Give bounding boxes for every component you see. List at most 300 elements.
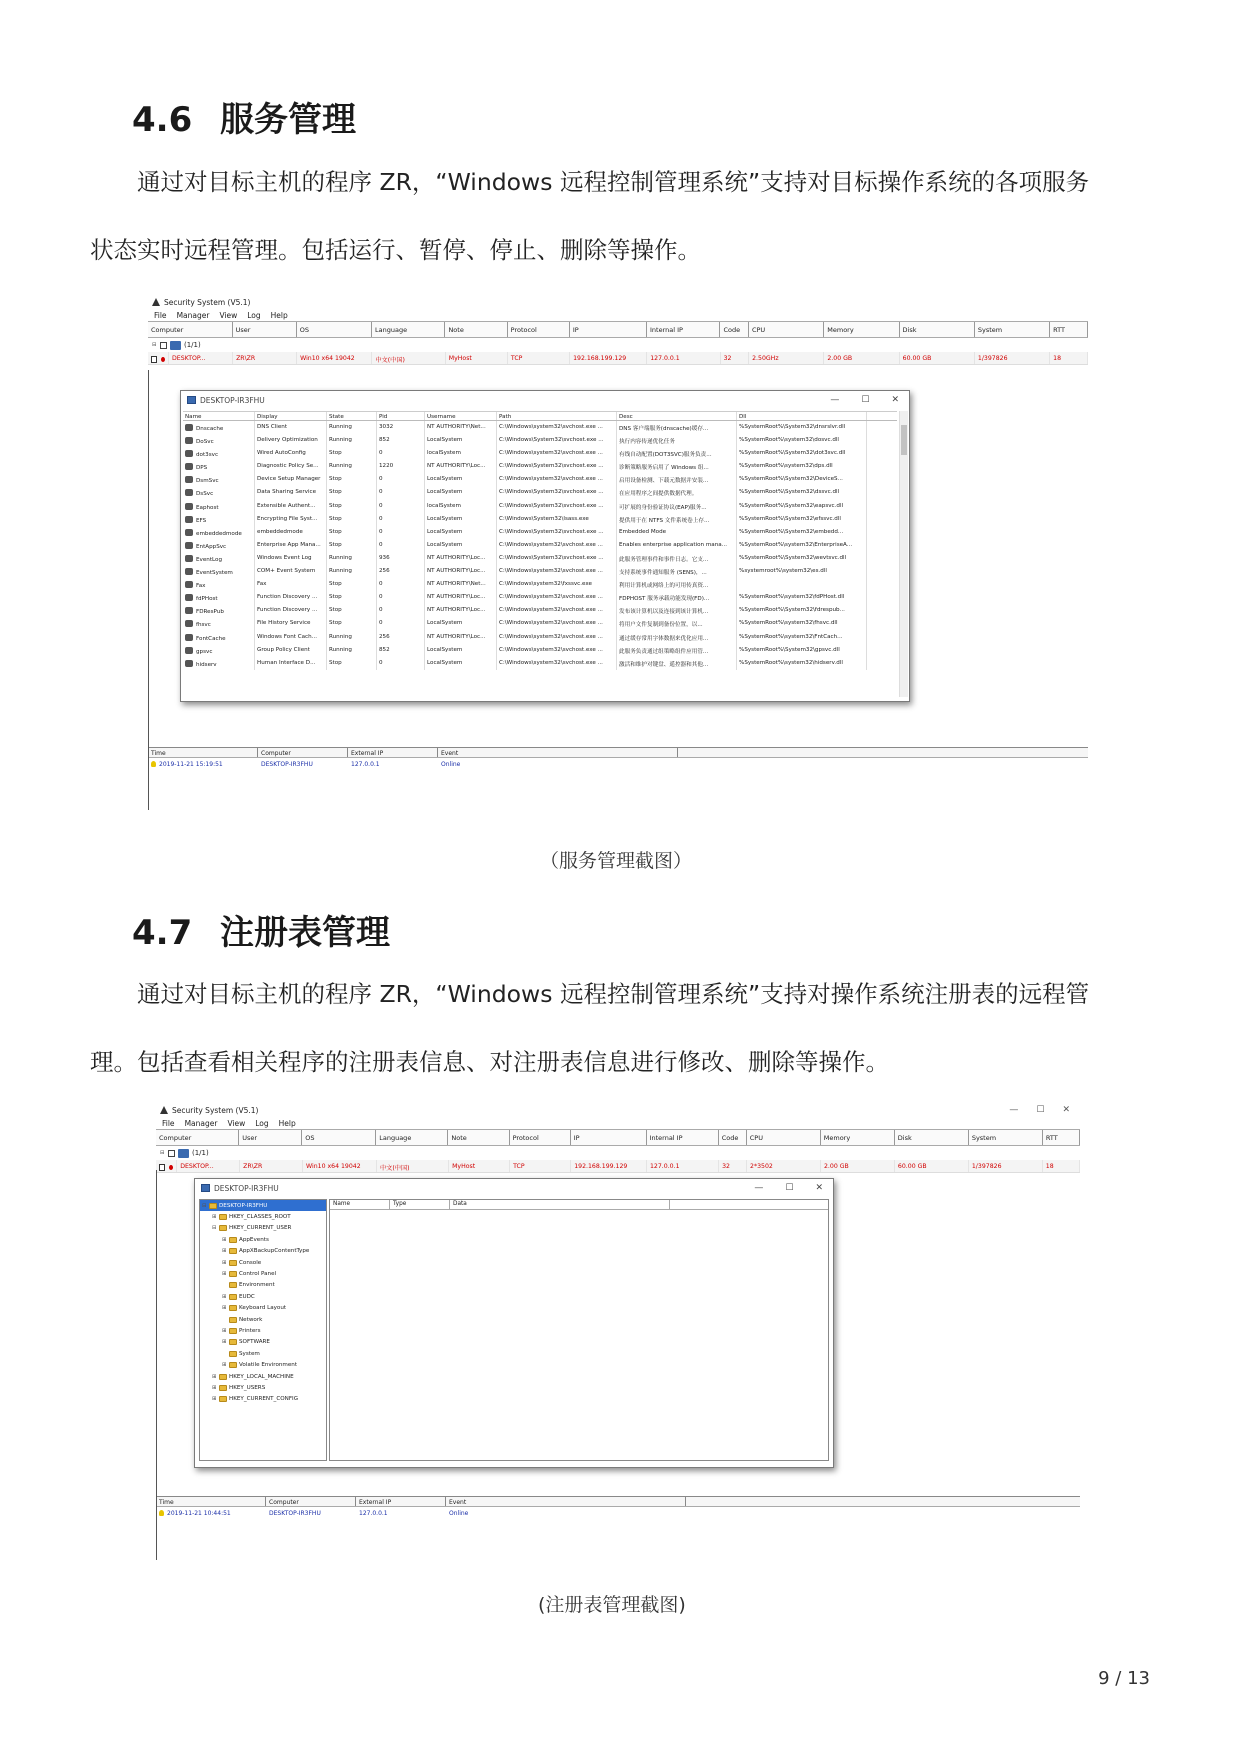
service-cell-text: %SystemRoot%\system32\dps.dll [739, 463, 833, 470]
service-cell [327, 565, 377, 578]
service-gear-icon [185, 437, 193, 444]
service-cell-text: Windows Event Log [257, 554, 312, 561]
column-header[interactable]: Code [719, 1130, 747, 1145]
service-cell [327, 578, 377, 591]
registry-tree-item[interactable] [200, 1394, 326, 1405]
service-row[interactable] [183, 539, 897, 552]
column-header[interactable]: IP [571, 1130, 647, 1145]
app-icon [160, 1106, 168, 1114]
expand-icon[interactable]: ⊞ [222, 1248, 227, 1255]
service-cell [737, 539, 867, 552]
service-cell-text: %SystemRoot%\system32\fhsvc.dll [739, 620, 838, 627]
expand-icon[interactable]: ⊞ [222, 1305, 227, 1312]
registry-tree-item[interactable] [200, 1348, 326, 1359]
column-header[interactable]: Memory [824, 322, 899, 337]
service-cell [377, 447, 425, 460]
log-cell [156, 1507, 266, 1519]
expand-icon[interactable]: ⊞ [222, 1339, 227, 1346]
expand-icon[interactable]: ⊞ [212, 1214, 217, 1221]
expand-icon[interactable]: ⊟ [160, 1150, 165, 1156]
column-header[interactable]: Note [445, 322, 507, 337]
column-header[interactable]: User [239, 1130, 302, 1145]
log-column-header[interactable]: Event [446, 1497, 686, 1506]
host-cell: DESKTOP... [177, 1160, 240, 1172]
collapse-icon[interactable]: ⊟ [202, 1202, 207, 1209]
log-column-header[interactable]: Computer [258, 748, 348, 757]
registry-key-label: AppXBackupContentType [239, 1248, 310, 1255]
column-header[interactable]: Protocol [508, 322, 570, 337]
service-cell-text: %SystemRoot%\system32\hidserv.dll [739, 659, 843, 666]
service-cell [183, 631, 255, 644]
log-cell [348, 758, 438, 770]
registry-tree-item[interactable] [200, 1371, 326, 1382]
service-row[interactable] [183, 513, 897, 526]
services-column-header[interactable]: Path [497, 412, 617, 420]
column-header[interactable]: OS [302, 1130, 376, 1145]
service-cell-text: NT AUTHORITY\Net... [427, 424, 486, 430]
expand-icon[interactable]: ⊞ [222, 1293, 227, 1300]
service-cell-text: COM+ Event System [257, 568, 316, 575]
checkbox-icon[interactable] [151, 356, 157, 363]
service-cell-text: LocalSystem [427, 541, 463, 548]
expand-icon[interactable]: ⊞ [212, 1373, 217, 1380]
host-cell: 中文(中国) [377, 1160, 449, 1172]
section-number: 4.7 [132, 913, 193, 953]
service-gear-icon [185, 660, 193, 667]
close-icon[interactable]: ✕ [815, 1183, 823, 1193]
service-cell [737, 657, 867, 670]
service-cell-text: Function Discovery ... [257, 607, 318, 614]
column-header[interactable]: RTT [1043, 1130, 1080, 1145]
menu-item[interactable]: Log [255, 1118, 269, 1128]
service-cell-text: NT AUTHORITY\Loc... [427, 554, 486, 561]
folder-icon [229, 1339, 237, 1345]
registry-tree-item[interactable] [200, 1303, 326, 1314]
lightbulb-icon [159, 1510, 164, 1516]
log-column-header[interactable]: Event [438, 748, 678, 757]
service-row[interactable] [183, 591, 897, 604]
service-cell-text: File History Service [257, 620, 311, 627]
service-cell-text: Delivery Optimization [257, 437, 318, 444]
log-cell-text: DESKTOP-IR3FHU [261, 761, 313, 768]
maximize-icon[interactable]: ☐ [1036, 1105, 1045, 1115]
paragraph-4-6 [90, 148, 1150, 284]
service-cell [327, 539, 377, 552]
service-cell-text: Running [329, 633, 352, 640]
service-cell-text: Stop [329, 450, 342, 457]
service-cell-text: Stop [329, 607, 342, 614]
service-cell-text: FDResPub [196, 609, 224, 616]
service-cell [425, 421, 497, 434]
host-row[interactable] [148, 352, 1088, 365]
service-cell-text: Stop [329, 515, 342, 522]
service-cell [497, 604, 617, 617]
host-row[interactable] [156, 1160, 1080, 1173]
expand-icon[interactable]: ⊟ [152, 342, 157, 348]
service-cell [327, 434, 377, 447]
service-cell-text: Stop [329, 502, 342, 509]
menu-item[interactable]: View [219, 310, 238, 320]
registry-tree-item[interactable] [200, 1257, 326, 1268]
services-column-header[interactable]: Pid [377, 412, 425, 420]
service-cell [497, 578, 617, 591]
registry-tree-item[interactable] [200, 1359, 326, 1370]
host-cell: ZR\ZR [233, 352, 297, 364]
registry-tree-item[interactable] [200, 1200, 326, 1211]
minimize-icon[interactable]: — [830, 395, 840, 405]
column-header[interactable]: User [233, 322, 297, 337]
registry-values-list [329, 1199, 829, 1461]
service-cell-text: Running [329, 646, 352, 653]
expand-icon[interactable]: ⊞ [222, 1259, 227, 1266]
service-cell [327, 631, 377, 644]
service-cell-text: %SystemRoot%\System32\dnsrslvr.dll [739, 424, 846, 430]
service-cell [497, 486, 617, 499]
services-column-header[interactable]: Name [183, 412, 255, 420]
registry-tree [199, 1199, 327, 1461]
section-title: 注册表管理 [220, 913, 390, 953]
service-cell-text: LocalSystem [427, 659, 463, 666]
registry-tree-item[interactable] [200, 1337, 326, 1348]
column-header[interactable]: Language [376, 1130, 448, 1145]
menu-item[interactable]: File [154, 310, 167, 320]
menu-item[interactable]: Manager [176, 310, 210, 320]
event-log-row[interactable] [156, 1507, 1080, 1519]
close-icon[interactable]: ✕ [1062, 1105, 1070, 1115]
log-cell [356, 1507, 446, 1519]
service-row[interactable] [183, 657, 897, 670]
service-cell-text: Running [329, 437, 352, 444]
column-header[interactable]: Internal IP [647, 1130, 719, 1145]
expand-icon[interactable]: ⊞ [212, 1396, 217, 1403]
service-cell-text: %SystemRoot%\System32\embedd... [739, 528, 844, 535]
column-header[interactable]: RTT [1050, 322, 1088, 337]
service-cell [425, 434, 497, 447]
registry-column-header[interactable]: Type [390, 1200, 450, 1209]
service-cell [327, 657, 377, 670]
folder-icon [229, 1260, 237, 1266]
service-cell [737, 565, 867, 578]
log-cell-text: 127.0.0.1 [359, 1510, 388, 1517]
registry-tree-item[interactable] [200, 1314, 326, 1325]
service-row[interactable] [183, 552, 897, 565]
service-row[interactable] [183, 421, 897, 434]
service-gear-icon [185, 424, 193, 431]
service-cell [617, 460, 737, 473]
service-cell [737, 447, 867, 460]
registry-key-label: HKEY_CURRENT_USER [229, 1225, 292, 1232]
collapse-icon[interactable]: ⊟ [212, 1225, 217, 1232]
registry-values-header [330, 1200, 828, 1210]
service-cell-text: LocalSystem [427, 515, 463, 522]
service-cell-text: 0 [379, 502, 383, 509]
column-header[interactable]: Memory [821, 1130, 895, 1145]
service-cell-text: EventSystem [196, 570, 233, 577]
service-cell [497, 591, 617, 604]
service-row[interactable] [183, 526, 897, 539]
menu-item[interactable]: View [227, 1118, 246, 1128]
service-cell-text: 256 [379, 568, 390, 575]
service-cell-text: 有线自动配置(DOT3SVC)服务负责... [619, 452, 712, 459]
log-column-header[interactable]: Time [148, 748, 258, 757]
service-cell [255, 486, 327, 499]
service-gear-icon [185, 555, 193, 562]
registry-tree-item[interactable] [200, 1382, 326, 1393]
service-cell-text: 0 [379, 581, 383, 588]
column-header[interactable]: Internal IP [647, 322, 720, 337]
host-tree-root[interactable] [148, 338, 1088, 352]
registry-tree-item[interactable] [200, 1246, 326, 1257]
registry-tree-item[interactable] [200, 1234, 326, 1245]
host-cell: DESKTOP... [169, 352, 233, 364]
service-row[interactable] [183, 447, 897, 460]
menu-item[interactable]: Help [270, 310, 288, 320]
checkbox-icon[interactable] [168, 1150, 175, 1157]
host-cell: 192.168.199.129 [570, 352, 647, 364]
service-cell [617, 565, 737, 578]
checkbox-icon[interactable] [159, 1164, 165, 1171]
service-cell-text: 852 [379, 646, 390, 653]
host-list-header [156, 1129, 1080, 1146]
services-column-header[interactable]: State [327, 412, 377, 420]
lightbulb-icon [151, 761, 156, 767]
service-cell [377, 486, 425, 499]
service-cell-text: 可扩展的身份验证协议(EAP)服务... [619, 504, 707, 511]
service-cell [425, 526, 497, 539]
network-icon [170, 341, 181, 350]
column-header[interactable]: OS [297, 322, 372, 337]
service-row[interactable] [183, 644, 897, 657]
menu-item[interactable]: Manager [184, 1118, 218, 1128]
service-cell-text: Diagnostic Policy Se... [257, 463, 319, 470]
service-cell-text: Windows Font Cach... [257, 633, 317, 640]
service-cell-text: Dnscache [196, 426, 224, 432]
log-cell-text: Online [441, 761, 461, 768]
folder-icon [229, 1351, 237, 1357]
service-cell [617, 617, 737, 630]
scrollbar-thumb[interactable] [901, 425, 907, 455]
service-cell [183, 578, 255, 591]
section-heading-4-6 [132, 92, 356, 141]
service-cell [377, 500, 425, 513]
service-cell-text: EntAppSvc [196, 543, 227, 550]
service-cell [255, 513, 327, 526]
expand-icon[interactable]: ⊞ [222, 1236, 227, 1243]
service-cell [737, 604, 867, 617]
expand-icon[interactable]: ⊞ [222, 1362, 227, 1369]
service-cell-text: %systemroot%\system32\es.dll [739, 568, 827, 575]
service-row[interactable] [183, 617, 897, 630]
service-cell-text: 0 [379, 515, 383, 522]
service-cell-text: embeddedmode [257, 528, 303, 535]
event-log-row[interactable] [148, 758, 1088, 770]
service-cell [183, 617, 255, 630]
service-cell [327, 591, 377, 604]
service-cell [327, 500, 377, 513]
service-cell-text: Wired AutoConfig [257, 450, 306, 457]
close-icon[interactable]: ✕ [891, 395, 899, 405]
service-cell-text: 256 [379, 633, 390, 640]
service-cell [255, 447, 327, 460]
service-row[interactable] [183, 500, 897, 513]
host-cell: 60.00 GB [895, 1160, 969, 1172]
service-row[interactable] [183, 631, 897, 644]
service-gear-icon [185, 568, 193, 575]
service-cell [377, 473, 425, 486]
registry-tree-item[interactable] [200, 1268, 326, 1279]
service-cell-text: Human Interface D... [257, 659, 316, 666]
section-title: 服务管理 [220, 100, 356, 140]
service-cell-text: C:\Windows\system32\svchost.exe ... [499, 450, 603, 457]
service-cell-text: FDPHOST 服务承载功能发现(FD)... [619, 596, 710, 603]
host-cell: 1/397826 [969, 1160, 1043, 1172]
service-gear-icon [185, 489, 193, 496]
log-column-header[interactable]: Time [156, 1497, 266, 1506]
log-column-header[interactable]: External IP [348, 748, 438, 757]
service-cell [497, 631, 617, 644]
service-cell [377, 578, 425, 591]
registry-column-header[interactable]: Name [330, 1200, 390, 1209]
registry-key-label: Console [239, 1259, 262, 1266]
registry-tree-item[interactable] [200, 1280, 326, 1291]
service-cell [425, 552, 497, 565]
expand-icon[interactable]: ⊞ [222, 1271, 227, 1278]
service-cell [255, 644, 327, 657]
column-header[interactable]: System [969, 1130, 1043, 1145]
service-cell-text: C:\Windows\system32\fxssvc.exe [499, 581, 592, 588]
services-column-header[interactable]: Desc [617, 412, 737, 420]
service-cell [617, 526, 737, 539]
service-cell-text: Stop [329, 489, 342, 496]
service-cell-text: Group Policy Client [257, 646, 310, 653]
service-cell-text: C:\Windows\system32\svchost.exe ... [499, 607, 603, 614]
column-header[interactable]: Note [448, 1130, 509, 1145]
column-header[interactable]: System [975, 322, 1050, 337]
service-cell-text: 0 [379, 528, 383, 535]
column-header[interactable]: Computer [156, 1130, 239, 1145]
computer-icon [209, 1203, 217, 1209]
registry-key-label: HKEY_CLASSES_ROOT [229, 1214, 291, 1221]
service-cell-text: 提供用于在 NTFS 文件系统卷上存... [619, 517, 710, 524]
log-cell [148, 758, 258, 770]
service-cell-text: NT AUTHORITY\Loc... [427, 568, 486, 575]
column-header[interactable]: Disk [895, 1130, 969, 1145]
menu-item[interactable]: File [162, 1118, 175, 1128]
service-cell [497, 539, 617, 552]
menu-bar [148, 309, 1088, 321]
folder-icon [229, 1271, 237, 1277]
menu-item[interactable]: Help [278, 1118, 296, 1128]
service-cell-text: DsSvc [196, 491, 214, 498]
service-gear-icon [185, 594, 193, 601]
service-cell-text: Encrypting File Syst... [257, 515, 318, 522]
services-column-header[interactable]: Display [255, 412, 327, 420]
service-cell [183, 513, 255, 526]
service-cell-text: 执行内容传递优化任务 [619, 439, 675, 446]
network-icon [178, 1149, 189, 1158]
service-cell-text: 激活和维护对键盘、遥控器和其他... [619, 661, 709, 668]
expand-icon[interactable]: ⊞ [222, 1327, 227, 1334]
service-row[interactable] [183, 578, 897, 591]
registry-tree-item[interactable] [200, 1291, 326, 1302]
column-header[interactable]: Computer [148, 322, 233, 337]
service-row[interactable] [183, 486, 897, 499]
services-column-header[interactable]: Dll [737, 412, 867, 420]
service-cell [327, 460, 377, 473]
service-row[interactable] [183, 565, 897, 578]
service-cell [617, 591, 737, 604]
column-header[interactable]: CPU [747, 1130, 821, 1145]
registry-column-header[interactable]: Data [450, 1200, 670, 1209]
registry-key-label: SOFTWARE [239, 1339, 270, 1346]
services-column-header[interactable]: Username [425, 412, 497, 420]
service-cell-text: dot3svc [196, 452, 219, 459]
maximize-icon[interactable]: ☐ [785, 1183, 794, 1193]
service-cell [327, 526, 377, 539]
services-table-header [183, 411, 897, 421]
host-cell: 192.168.199.129 [571, 1160, 647, 1172]
registry-key-label: EUDC [239, 1293, 255, 1300]
service-cell-text: Stop [329, 659, 342, 666]
service-gear-icon [185, 634, 193, 641]
log-column-header[interactable]: Computer [266, 1497, 356, 1506]
service-cell-text: Stop [329, 581, 342, 588]
checkbox-icon[interactable] [160, 342, 167, 349]
service-row[interactable] [183, 434, 897, 447]
column-header[interactable]: Language [372, 322, 445, 337]
registry-tree-item[interactable] [200, 1211, 326, 1222]
log-cell [266, 1507, 356, 1519]
column-header[interactable]: IP [570, 322, 647, 337]
service-cell-text: LocalSystem [427, 437, 463, 444]
host-tree-root[interactable] [156, 1146, 1080, 1160]
vertical-scrollbar[interactable] [899, 411, 908, 697]
registry-tree-item[interactable] [200, 1325, 326, 1336]
service-cell [497, 460, 617, 473]
menu-item[interactable]: Log [247, 310, 261, 320]
service-cell [377, 513, 425, 526]
service-row[interactable] [183, 473, 897, 486]
maximize-icon[interactable]: ☐ [861, 395, 870, 405]
column-header[interactable]: Code [720, 322, 749, 337]
service-cell-text: localSystem [427, 450, 461, 457]
host-cell: ZR\ZR [240, 1160, 303, 1172]
service-gear-icon [185, 620, 193, 627]
folder-icon [229, 1362, 237, 1368]
service-cell [617, 421, 737, 434]
service-row[interactable] [183, 604, 897, 617]
status-dot-icon [161, 357, 165, 362]
column-header[interactable]: Disk [900, 322, 975, 337]
service-cell-text: Running [329, 568, 352, 575]
minimize-icon[interactable]: — [1009, 1105, 1019, 1115]
column-header[interactable]: Protocol [510, 1130, 571, 1145]
expand-icon[interactable]: ⊞ [212, 1384, 217, 1391]
minimize-icon[interactable]: — [754, 1183, 764, 1193]
log-column-header[interactable]: External IP [356, 1497, 446, 1506]
service-row[interactable] [183, 460, 897, 473]
service-cell [497, 473, 617, 486]
service-cell [617, 434, 737, 447]
service-cell-text: 936 [379, 554, 390, 561]
service-cell-text: LocalSystem [427, 476, 463, 483]
screenshot-left-edge [156, 1170, 157, 1560]
service-cell [183, 434, 255, 447]
registry-tree-item[interactable] [200, 1223, 326, 1234]
registry-dialog [194, 1178, 834, 1468]
dialog-title: DESKTOP-IR3FHU [214, 1183, 279, 1193]
column-header[interactable]: CPU [749, 322, 824, 337]
